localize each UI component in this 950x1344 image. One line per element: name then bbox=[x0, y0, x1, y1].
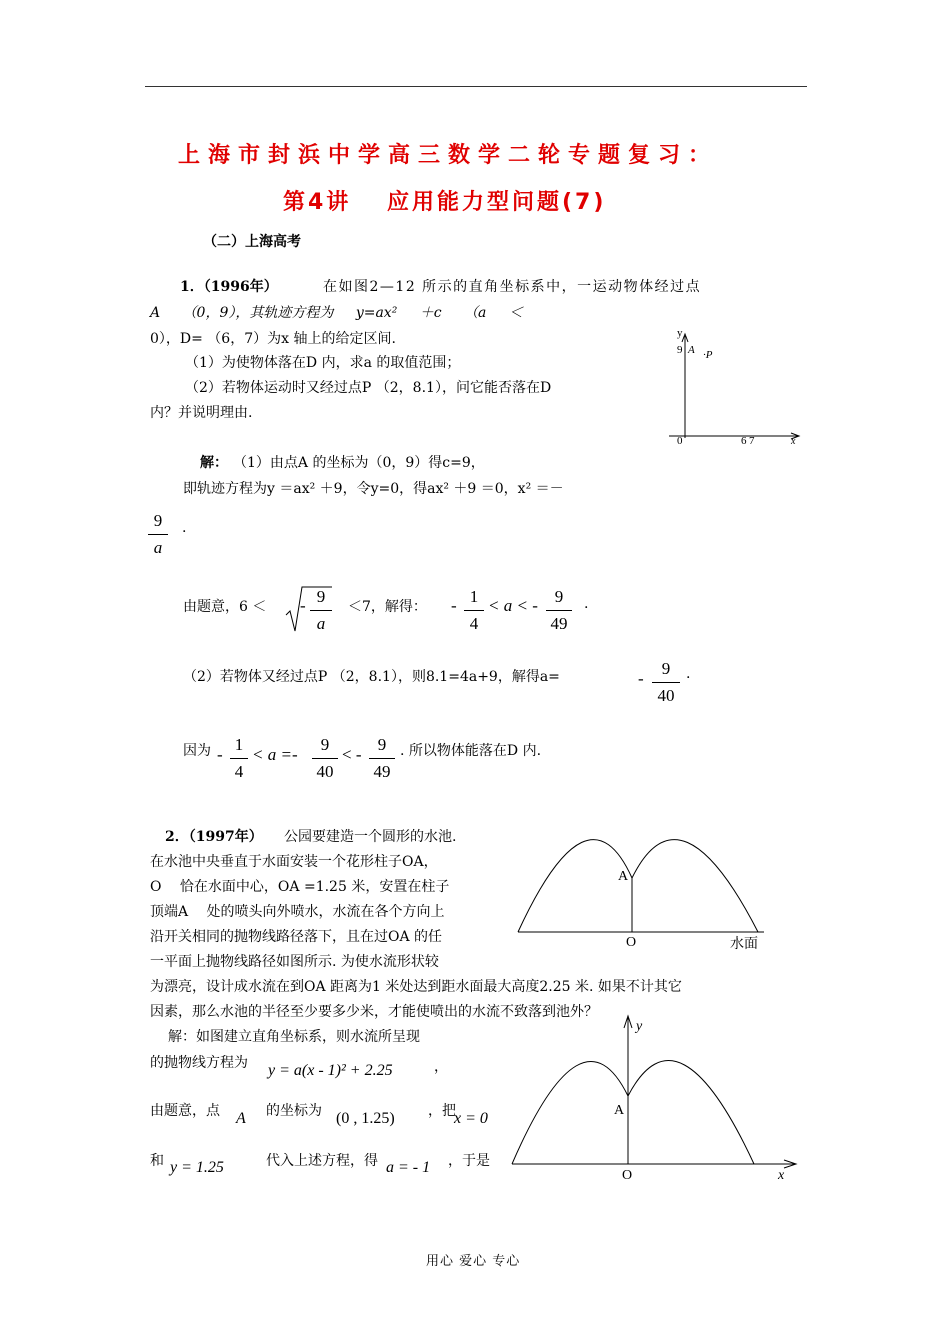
y-label: y bbox=[677, 327, 683, 339]
solution-step-2: 即轨迹方程为y ＝ax² ＋9，令y=0，得ax² ＋9 ＝0，x² ＝－ bbox=[183, 481, 564, 497]
denominator: 40 bbox=[316, 762, 334, 781]
point-p-label: ·P bbox=[703, 349, 713, 361]
minus-sign: - bbox=[217, 745, 223, 764]
x-label: x bbox=[778, 1168, 785, 1183]
denominator: 40 bbox=[657, 686, 675, 705]
solution-step-3-mid: ＜7，解得： bbox=[348, 599, 427, 615]
a-equals-minus-1: a = - 1 bbox=[386, 1159, 431, 1176]
header-rule bbox=[145, 86, 807, 87]
problem-2-line-7: 为漂亮，设计成水流在到OA 距离为1 米处达到距水面最大高度2.25 米. 如果不计其它 bbox=[150, 979, 682, 995]
solution-step-1: （1）由点A 的坐标为（0，9）得c=9， bbox=[233, 455, 485, 471]
sqrt-minus: - bbox=[300, 596, 306, 615]
parabola-equation: y = a(x - 1)² + 2.25 bbox=[268, 1062, 393, 1079]
fraction-1-over-4 bbox=[230, 734, 248, 783]
label-a: A bbox=[614, 1103, 625, 1118]
origin-label: 0 bbox=[677, 435, 683, 447]
solution-2-and: 和 bbox=[150, 1153, 164, 1169]
denominator: a bbox=[316, 614, 326, 633]
problem-2-line-6: 一平面上抛物线路径如图所示. 为使水流形状较 bbox=[150, 954, 439, 970]
numerator: 9 bbox=[661, 659, 671, 678]
problem-1-line-1: 在如图2—12 所示的直角坐标系中，一运动物体经过点 bbox=[323, 279, 702, 295]
solution-label: 解： bbox=[200, 455, 228, 471]
inequality-a: < a < - bbox=[488, 596, 538, 615]
numerator: 9 bbox=[153, 511, 163, 530]
problem-1-line-2: A （0，9），其轨迹方程为 y=ax² ＋c （a ＜ bbox=[150, 305, 523, 321]
comma: ， bbox=[434, 1059, 448, 1075]
title-line-1: 上海市封浜中学高三数学二轮专题复习： bbox=[178, 143, 719, 168]
x-tick-6: 6 bbox=[741, 435, 747, 447]
fraction-9-over-40 bbox=[312, 734, 338, 783]
right-parabola bbox=[628, 1061, 754, 1164]
denominator: 49 bbox=[550, 614, 568, 633]
numerator: 9 bbox=[316, 587, 326, 606]
x-label: x bbox=[791, 436, 796, 447]
solution-2-line-1: 解：如图建立直角坐标系，则水流所呈现 bbox=[168, 1029, 420, 1045]
problem-1-line-3: 0），D= （6，7）为x 轴上的给定区间. bbox=[150, 331, 396, 347]
y-equals-1-25: y = 1.25 bbox=[170, 1159, 224, 1176]
denominator: 4 bbox=[234, 762, 244, 781]
solution-2-line-3: 由题意，点 bbox=[150, 1103, 220, 1119]
period: . bbox=[182, 520, 187, 536]
page-footer: 用心 爱心 专心 bbox=[426, 1254, 521, 1269]
label-water-surface: 水面 bbox=[730, 937, 758, 952]
denominator: a bbox=[153, 538, 163, 557]
x-tick-7: 7 bbox=[749, 435, 755, 447]
period: . bbox=[686, 666, 691, 682]
problem-1-label: 1．（1996年） bbox=[180, 279, 278, 295]
solution-step-5-post: . 所以物体能落在D 内. bbox=[400, 743, 542, 759]
question-1: （1）为使物体落在D 内，求a 的取值范围； bbox=[185, 355, 461, 371]
numerator: 1 bbox=[234, 735, 244, 754]
label-o: O bbox=[622, 1168, 633, 1183]
section-heading: （二）上海高考 bbox=[203, 234, 301, 250]
point-a: A bbox=[236, 1110, 246, 1127]
fraction-9-over-49 bbox=[546, 586, 572, 635]
numerator: 1 bbox=[469, 587, 479, 606]
numerator: 9 bbox=[377, 735, 387, 754]
problem-2-line-1: 公园要建造一个圆形的水池. bbox=[284, 829, 457, 845]
y-tick-9: 9 bbox=[677, 344, 683, 356]
numerator: 9 bbox=[554, 587, 564, 606]
equality-a: < a =- bbox=[252, 745, 298, 764]
right-parabola bbox=[632, 840, 758, 932]
left-parabola bbox=[512, 1061, 628, 1164]
less-than: < - bbox=[342, 745, 362, 764]
x-equals-0: x = 0 bbox=[454, 1110, 488, 1127]
problem-2-line-4: 顶端A 处的喷头向外喷水，水流在各个方向上 bbox=[150, 904, 445, 920]
minus-sign: - bbox=[638, 669, 644, 688]
left-parabola bbox=[518, 840, 632, 932]
coordinate-figure-1 bbox=[665, 322, 805, 452]
y-label: y bbox=[636, 1019, 643, 1034]
minus-sign: - bbox=[451, 596, 457, 615]
problem-2-line-8: 因素，那么水池的半径至少要多少米，才能使喷出的水流不致落到池外？ bbox=[150, 1004, 598, 1020]
solution-2-put: ，把 bbox=[428, 1103, 456, 1119]
denominator: 49 bbox=[373, 762, 391, 781]
label-o: O bbox=[626, 935, 637, 950]
problem-2-line-5: 沿开关相同的抛物线路径落下，且在过OA 的任 bbox=[150, 929, 443, 945]
problem-2-line-3: O 恰在水面中心，OA =1.25 米，安置在柱子 bbox=[150, 879, 450, 895]
question-2-cont: 内？并说明理由. bbox=[150, 405, 253, 421]
fraction-9-over-40 bbox=[652, 658, 680, 707]
solution-step-5-pre: 因为 bbox=[183, 743, 211, 759]
point-a-label: A bbox=[688, 344, 695, 356]
problem-2-line-2: 在水池中央垂直于水面安装一个花形柱子OA， bbox=[150, 854, 438, 870]
solution-2-line-2: 的抛物线方程为 bbox=[150, 1055, 248, 1071]
fountain-figure-1 bbox=[512, 820, 772, 960]
label-a: A bbox=[618, 869, 629, 884]
solution-2-thus: ，于是 bbox=[448, 1153, 490, 1169]
solution-2-coord-text: 的坐标为 bbox=[266, 1103, 322, 1119]
fraction-9-over-49 bbox=[369, 734, 395, 783]
problem-2-label: 2．（1997年） bbox=[165, 829, 263, 845]
numerator: 9 bbox=[320, 735, 330, 754]
period: . bbox=[584, 596, 589, 612]
fraction-9-over-a-sqrt bbox=[310, 586, 332, 635]
denominator: 4 bbox=[469, 614, 479, 633]
question-2: （2）若物体运动时又经过点P （2，8.1），问它能否落在D bbox=[185, 380, 552, 396]
solution-step-3-pre: 由题意，6 ＜ bbox=[183, 599, 267, 615]
solution-2-substitute: 代入上述方程，得 bbox=[266, 1153, 378, 1169]
title-line-2: 第4讲 应用能力型问题(7) bbox=[283, 190, 607, 215]
fraction-9-over-a bbox=[148, 510, 168, 559]
fraction-1-over-4 bbox=[464, 586, 484, 635]
coordinate-a: (0 , 1.25) bbox=[336, 1110, 395, 1127]
fountain-figure-2 bbox=[508, 1012, 804, 1186]
solution-step-4: （2）若物体又经过点P （2，8.1），则8.1=4a+9，解得a= bbox=[183, 669, 560, 685]
